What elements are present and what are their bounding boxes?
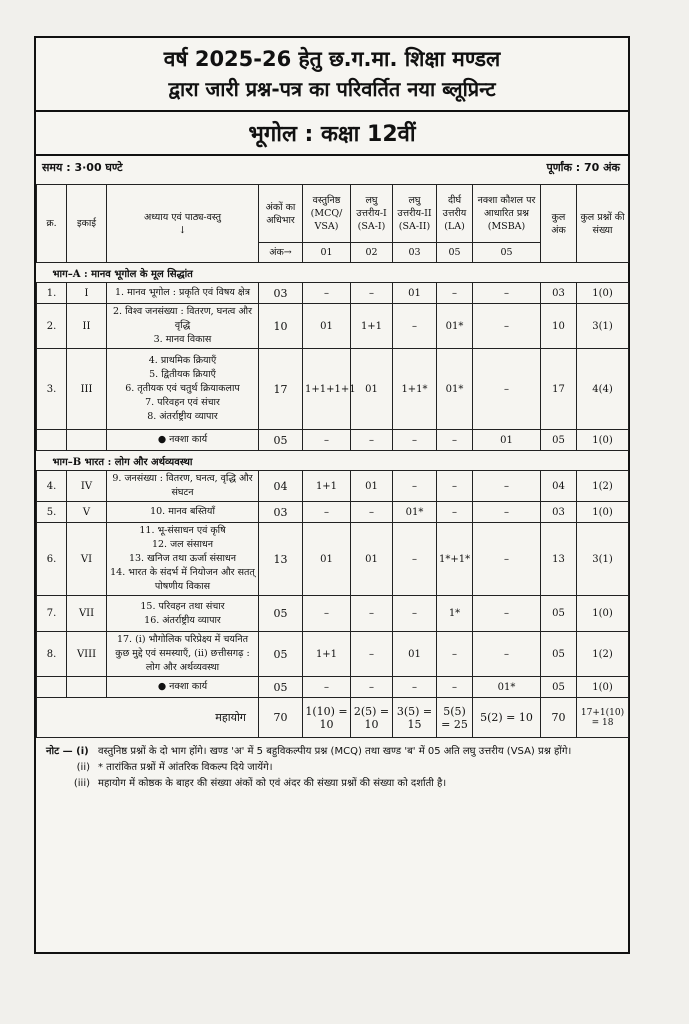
row-sno: 5.: [37, 502, 67, 523]
marks-sa2: 03: [393, 243, 437, 263]
cell-sa2: 01*: [393, 502, 437, 523]
cell-total: 05: [541, 596, 577, 632]
cell-la: –: [437, 471, 473, 502]
cell-q: 1(0): [577, 430, 629, 451]
cell-sa2: 1+1*: [393, 349, 437, 430]
cell-la: 1*+1*: [437, 523, 473, 596]
cell-q: 1(0): [577, 502, 629, 523]
document-title: [36, 38, 628, 104]
table-row: [37, 502, 629, 523]
section-b-heading: भाग–B भारत : लोग और अर्थव्यवस्था: [37, 451, 629, 471]
row-sno: 7.: [37, 596, 67, 632]
lesson-item: 2. विश्व जनसंख्या : वितरण, घनत्व और वृद्धि: [113, 306, 252, 331]
note-1: वस्तुनिष्ठ प्रश्नों के दो भाग होंगे। खण्ड 'अ' में 5 बहुविकल्पीय प्रश्न (MCQ) तथा खण्ड 'ब' में 05 अति लघु उत्तरीय (VSA) प्रश्न होंगे।: [98, 746, 572, 757]
col-mcq: वस्तुनिष्ठ (MCQ/ VSA): [303, 185, 351, 243]
cell-mcq: –: [303, 596, 351, 632]
cell-mcq: –: [303, 677, 351, 698]
lesson-item: ● नक्शा कार्य: [157, 681, 208, 692]
cell-sa2: 01: [393, 632, 437, 677]
table-row: [37, 677, 629, 698]
cell-mcq: –: [303, 283, 351, 304]
cell-msba: –: [473, 304, 541, 349]
cell-sa1: –: [351, 677, 393, 698]
cell-weight: 10: [259, 304, 303, 349]
col-weight: अंकों का अधिभार: [259, 185, 303, 243]
lesson-item: 14. भारत के संदर्भ में नियोजन और सतत् पोषणीय विकास: [110, 567, 255, 592]
row-lessons: [107, 349, 259, 430]
exam-meta: [36, 156, 628, 184]
col-la: दीर्घ उत्तरीय (LA): [437, 185, 473, 243]
row-unit: III: [67, 349, 107, 430]
note-3: महायोग में कोष्ठक के बाहर की संख्या अंकों को एवं अंदर की संख्या प्रश्नों की संख्या को दर्शाती है।: [98, 778, 447, 789]
cell-mcq: 01: [303, 304, 351, 349]
cell-msba: –: [473, 502, 541, 523]
cell-la: 01*: [437, 304, 473, 349]
col-sa1: लघु उत्तरीय-I (SA-I): [351, 185, 393, 243]
cell-q: 3(1): [577, 523, 629, 596]
cell-q: 1(0): [577, 596, 629, 632]
cell-weight: 17: [259, 349, 303, 430]
grand-total-la: 5(5) = 25: [437, 698, 473, 738]
grand-total-label: महायोग: [37, 698, 259, 738]
cell-weight: 05: [259, 596, 303, 632]
cell-la: –: [437, 502, 473, 523]
row-sno: 6.: [37, 523, 67, 596]
cell-sa1: 01: [351, 349, 393, 430]
cell-sa1: –: [351, 502, 393, 523]
cell-msba: –: [473, 349, 541, 430]
table-row: [37, 304, 629, 349]
grand-total-weight: 70: [259, 698, 303, 738]
cell-sa2: –: [393, 304, 437, 349]
cell-total: 05: [541, 430, 577, 451]
lesson-item: 13. खनिज तथा ऊर्जा संसाधन: [128, 553, 237, 564]
cell-q: 1(2): [577, 471, 629, 502]
row-unit: V: [67, 502, 107, 523]
lesson-item: 12. जल संसाधन: [151, 539, 214, 550]
subject-heading: भूगोल : कक्षा 12वीं: [36, 110, 628, 156]
title-line-1: वर्ष 2025-26 हेतु छ.ग.मा. शिक्षा मण्डल: [163, 47, 501, 71]
col-chapter: [107, 185, 259, 263]
row-sno: [37, 430, 67, 451]
row-lessons: [107, 471, 259, 502]
lesson-item: 7. परिवहन एवं संचार: [145, 397, 220, 408]
row-lessons: [107, 523, 259, 596]
table-row: [37, 430, 629, 451]
cell-msba: 01: [473, 430, 541, 451]
marks-la: 05: [437, 243, 473, 263]
cell-q: 1(0): [577, 283, 629, 304]
col-sa2: लघु उत्तरीय-II (SA-II): [393, 185, 437, 243]
row-sno: [37, 677, 67, 698]
grand-total-sa1: 2(5) = 10: [351, 698, 393, 738]
row-sno: 4.: [37, 471, 67, 502]
cell-la: 1*: [437, 596, 473, 632]
row-unit: VII: [67, 596, 107, 632]
col-msba: नक्शा कौशल पर आधारित प्रश्न (MSBA): [473, 185, 541, 243]
note-label: नोट — (i): [46, 746, 89, 757]
cell-msba: –: [473, 523, 541, 596]
cell-sa1: –: [351, 596, 393, 632]
marks-sa1: 02: [351, 243, 393, 263]
lesson-item: 3. मानव विकास: [153, 334, 212, 345]
row-lessons: [107, 304, 259, 349]
cell-mcq: 01: [303, 523, 351, 596]
row-unit: VIII: [67, 632, 107, 677]
cell-msba: –: [473, 283, 541, 304]
cell-total: 05: [541, 632, 577, 677]
exam-time: समय : 3·00 घण्टे: [42, 161, 123, 174]
row-lessons: [107, 596, 259, 632]
cell-sa1: –: [351, 283, 393, 304]
cell-q: 4(4): [577, 349, 629, 430]
cell-la: –: [437, 430, 473, 451]
lesson-item: 10. मानव बस्तियाँ: [150, 506, 215, 517]
cell-msba: –: [473, 471, 541, 502]
table-row: [37, 596, 629, 632]
lesson-item: 6. तृतीयक एवं चतुर्थ क्रियाकलाप: [125, 383, 240, 394]
cell-sa2: –: [393, 523, 437, 596]
cell-q: 1(0): [577, 677, 629, 698]
cell-msba: 01*: [473, 677, 541, 698]
lesson-item: 17. (i) भौगोलिक परिप्रेक्ष्य में चयनित कुछ मुद्दे एवं समस्याएँ, (ii) छत्तीसगढ़ : लोग और अर्थव्यवस्था: [115, 634, 250, 673]
cell-msba: –: [473, 596, 541, 632]
col-unit: इकाई: [67, 185, 107, 263]
row-sno: 2.: [37, 304, 67, 349]
row-lessons: [107, 283, 259, 304]
col-total-questions: कुल प्रश्नों की संख्या: [577, 185, 629, 263]
cell-weight: 04: [259, 471, 303, 502]
row-unit: [67, 677, 107, 698]
cell-total: 13: [541, 523, 577, 596]
exam-max-marks: पूर्णांक : 70 अंक: [546, 161, 620, 174]
lesson-item: ● नक्शा कार्य: [157, 434, 208, 445]
lesson-item: 4. प्राथमिक क्रियाएँ: [148, 355, 217, 366]
lesson-item: 16. अंतर्राष्ट्रीय व्यापार: [144, 614, 221, 626]
row-lessons: [107, 430, 259, 451]
cell-sa1: –: [351, 430, 393, 451]
row-sno: 8.: [37, 632, 67, 677]
blueprint-sheet: [34, 36, 630, 954]
grand-total-sa2: 3(5) = 15: [393, 698, 437, 738]
col-total-marks: कुल अंक: [541, 185, 577, 263]
section-a-heading: भाग–A : मानव भूगोल के मूल सिद्धांत: [37, 263, 629, 283]
cell-sa1: 01: [351, 471, 393, 502]
cell-total: 05: [541, 677, 577, 698]
row-unit: IV: [67, 471, 107, 502]
cell-mcq: 1+1: [303, 632, 351, 677]
cell-sa1: 1+1: [351, 304, 393, 349]
cell-sa2: –: [393, 596, 437, 632]
cell-total: 04: [541, 471, 577, 502]
lesson-item: 11. भू-संसाधन एवं कृषि: [139, 525, 226, 536]
note-2: * तारांकित प्रश्नों में आंतरिक विकल्प दिये जायेंगे।: [98, 762, 273, 773]
lesson-item: 15. परिवहन तथा संचार: [140, 600, 225, 612]
col-chapter-label: अध्याय एवं पाठ्य-वस्तु: [143, 211, 222, 223]
table-row: [37, 632, 629, 677]
cell-weight: 13: [259, 523, 303, 596]
cell-total: 03: [541, 283, 577, 304]
cell-total: 17: [541, 349, 577, 430]
row-unit: [67, 430, 107, 451]
grand-total-row: [37, 698, 629, 738]
row-lessons: [107, 632, 259, 677]
row-lessons: [107, 677, 259, 698]
table-row: [37, 471, 629, 502]
grand-total-mcq: 1(10) = 10: [303, 698, 351, 738]
row-sno: 3.: [37, 349, 67, 430]
cell-sa1: –: [351, 632, 393, 677]
cell-la: –: [437, 283, 473, 304]
cell-mcq: –: [303, 502, 351, 523]
table-row: [37, 283, 629, 304]
cell-la: –: [437, 632, 473, 677]
table-row: [37, 523, 629, 596]
note-2-label: (ii): [76, 762, 90, 773]
cell-weight: 03: [259, 502, 303, 523]
cell-mcq: –: [303, 430, 351, 451]
cell-total: 03: [541, 502, 577, 523]
marks-msba: 05: [473, 243, 541, 263]
cell-sa2: –: [393, 471, 437, 502]
table-row: [37, 349, 629, 430]
cell-total: 10: [541, 304, 577, 349]
row-unit: I: [67, 283, 107, 304]
cell-weight: 03: [259, 283, 303, 304]
grand-total-marks: 70: [541, 698, 577, 738]
cell-msba: –: [473, 632, 541, 677]
cell-mcq: 1+1+1+1: [303, 349, 351, 430]
lesson-item: 8. अंतर्राष्ट्रीय व्यापार: [147, 411, 218, 422]
cell-weight: 05: [259, 677, 303, 698]
cell-la: –: [437, 677, 473, 698]
row-lessons: [107, 502, 259, 523]
title-line-2: द्वारा जारी प्रश्न-पत्र का परिवर्तित नया ब्लूप्रिन्ट: [168, 77, 496, 101]
cell-q: 3(1): [577, 304, 629, 349]
row-unit: VI: [67, 523, 107, 596]
lesson-item: 1. मानव भूगोल : प्रकृति एवं विषय क्षेत्र: [115, 287, 250, 298]
col-sno: क्र.: [37, 185, 67, 263]
notes: [36, 738, 628, 792]
cell-sa1: 01: [351, 523, 393, 596]
marks-mcq: 01: [303, 243, 351, 263]
cell-sa2: –: [393, 677, 437, 698]
row-unit: II: [67, 304, 107, 349]
cell-mcq: 1+1: [303, 471, 351, 502]
blueprint-table: [36, 184, 629, 738]
cell-q: 1(2): [577, 632, 629, 677]
down-arrow-icon: ↓: [178, 224, 187, 236]
lesson-item: 9. जनसंख्या : वितरण, घनत्व, वृद्धि और संघटन: [112, 473, 253, 498]
cell-sa2: –: [393, 430, 437, 451]
cell-weight: 05: [259, 430, 303, 451]
grand-total-msba: 5(2) = 10: [473, 698, 541, 738]
marks-row-label: अंक→: [259, 243, 303, 263]
lesson-item: 5. द्वितीयक क्रियाएँ: [149, 369, 216, 380]
cell-weight: 05: [259, 632, 303, 677]
grand-total-questions: 17+1(10) = 18: [577, 698, 629, 738]
cell-la: 01*: [437, 349, 473, 430]
row-sno: 1.: [37, 283, 67, 304]
cell-sa2: 01: [393, 283, 437, 304]
note-3-label: (iii): [73, 778, 90, 789]
